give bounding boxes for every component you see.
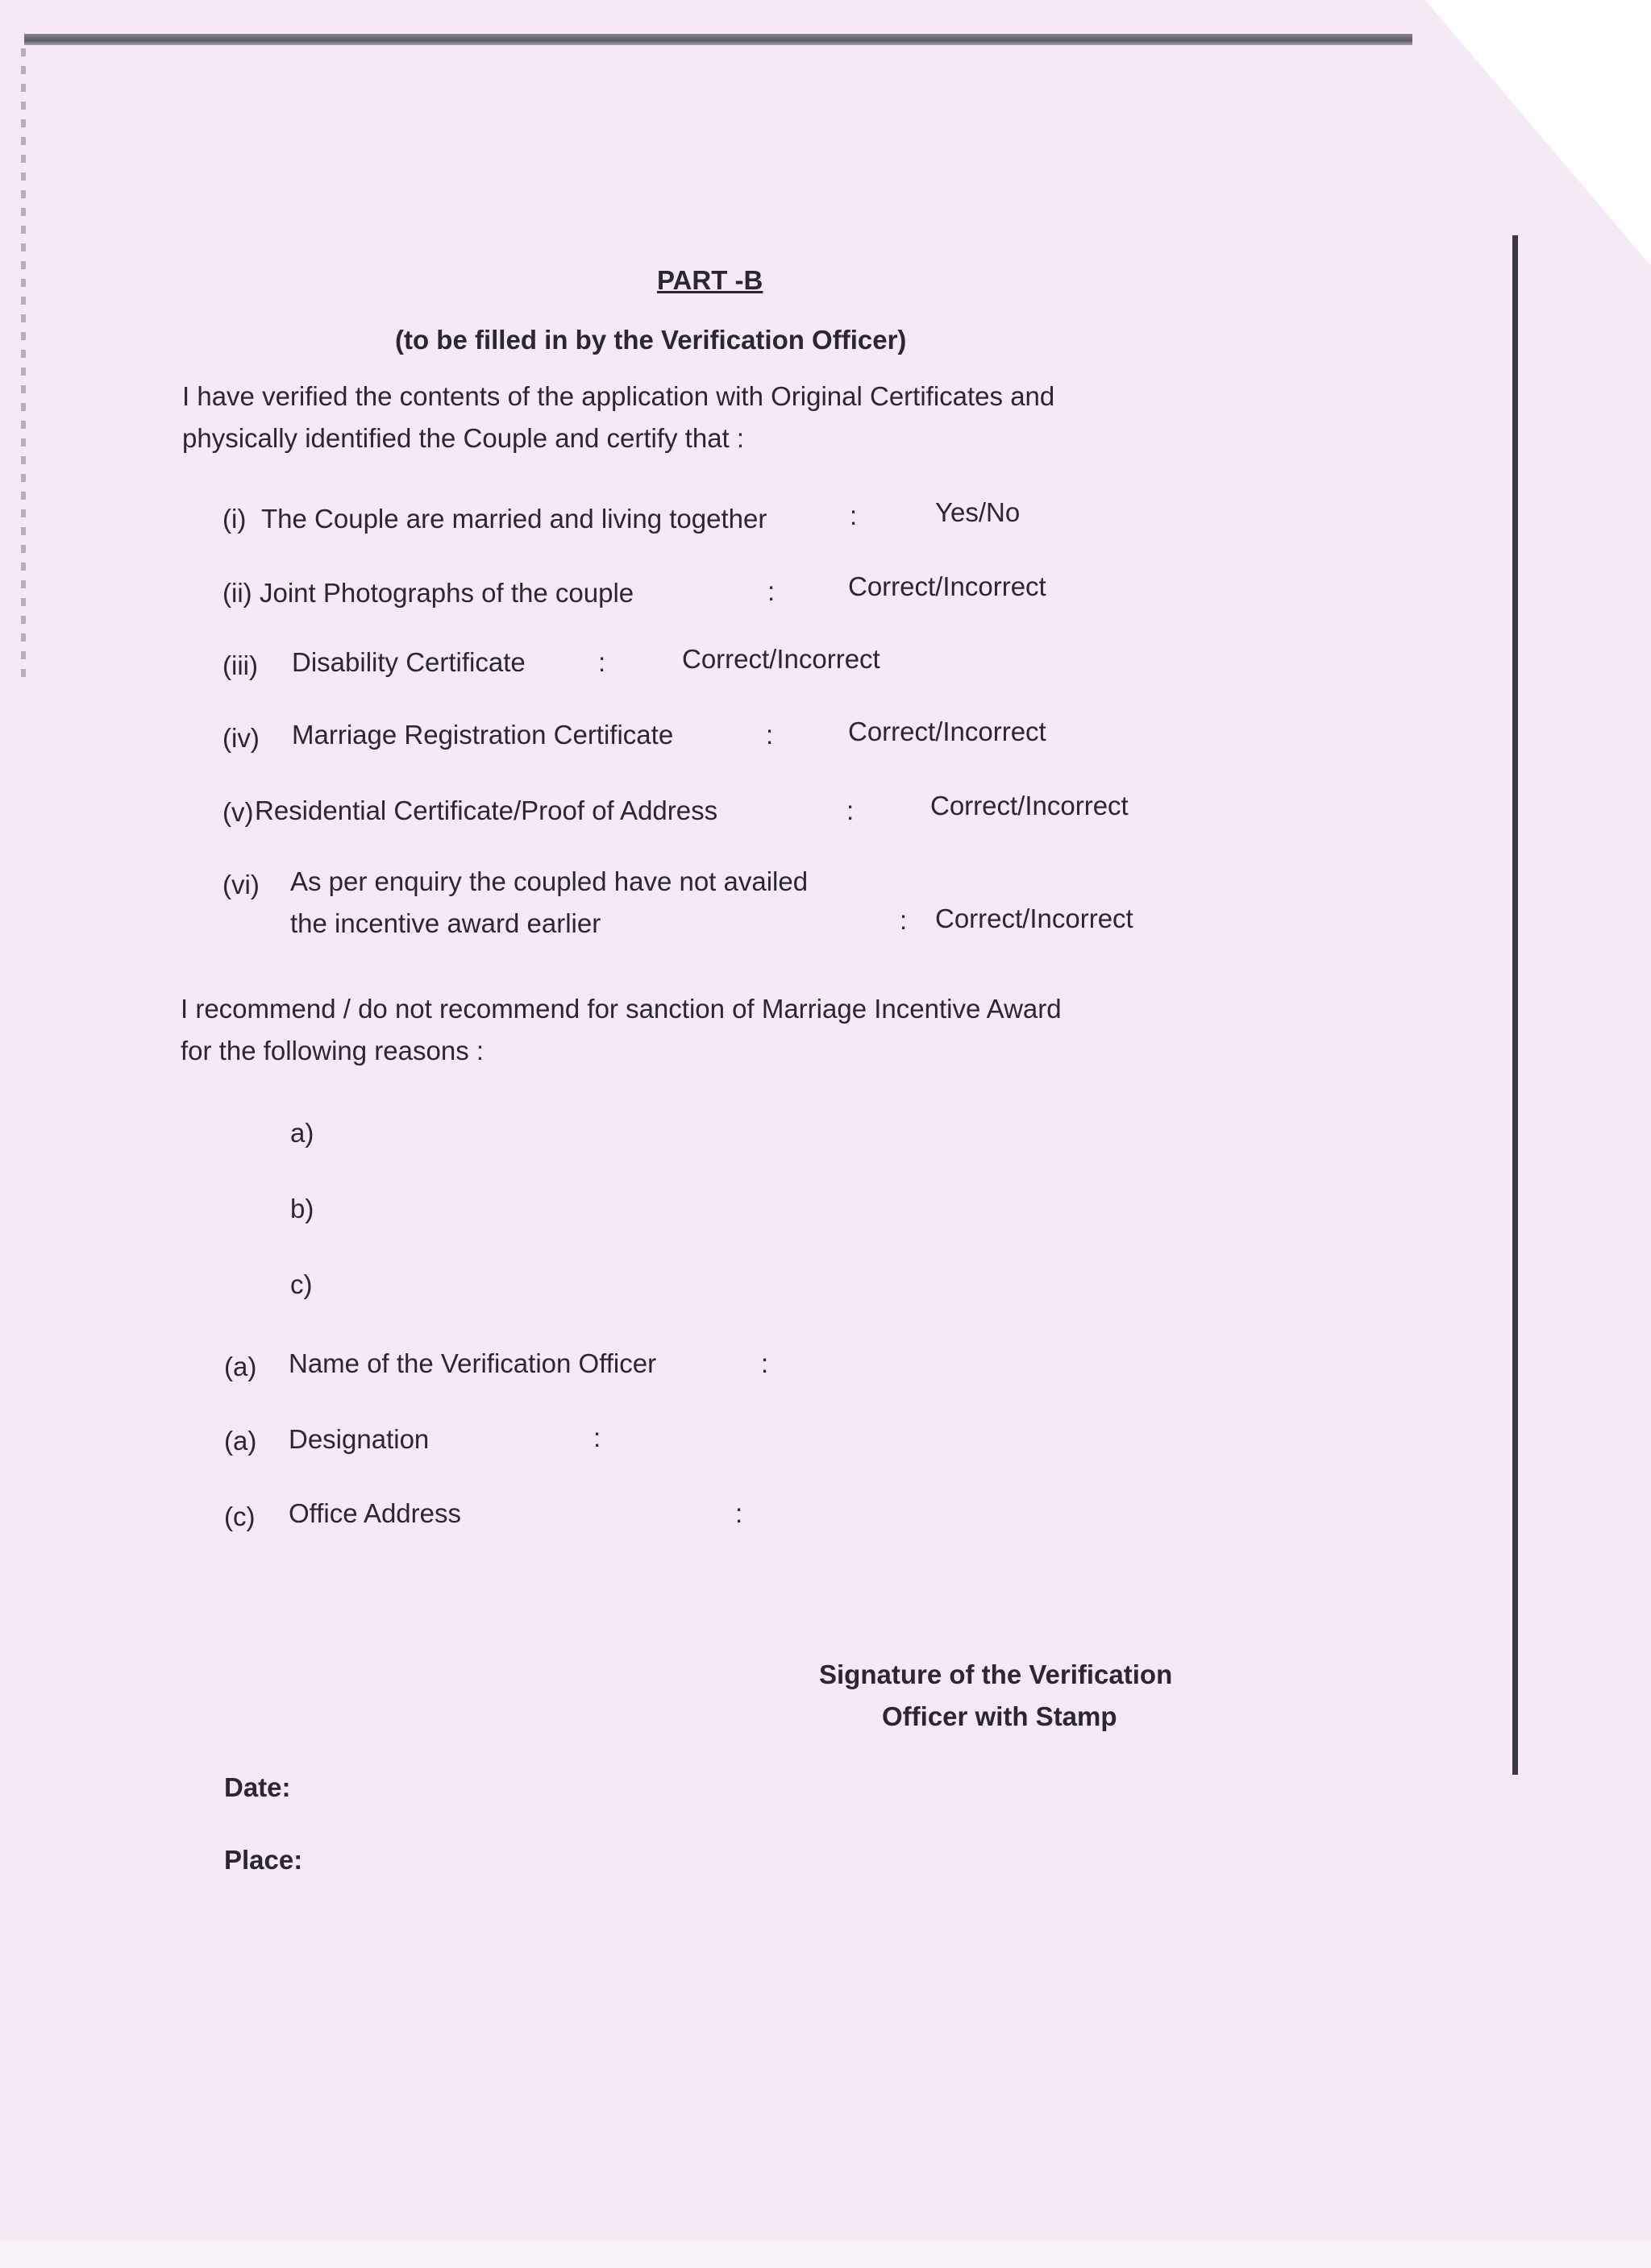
- officer-num: (a): [224, 1426, 257, 1456]
- scan-left-edge: [21, 48, 26, 677]
- check-label: Marriage Registration Certificate: [292, 720, 674, 750]
- check-label: Residential Certificate/Proof of Address: [255, 795, 718, 825]
- check-value: Correct/Incorrect: [682, 644, 880, 674]
- recommend-line-1: I recommend / do not recommend for sanction of Marriage Incentive Award: [181, 994, 1062, 1024]
- intro-line-2: physically identified the Couple and certify that :: [182, 423, 745, 453]
- reason-c: c): [290, 1269, 313, 1299]
- part-title: PART -B: [657, 265, 763, 295]
- check-num: (iii): [222, 650, 258, 680]
- signature-line-1: Signature of the Verification: [819, 1659, 1173, 1689]
- designation-label: Designation: [289, 1424, 430, 1454]
- check-label: The Couple are married and living together: [261, 504, 767, 534]
- check-num: (ii): [222, 578, 252, 608]
- office-address-label: Office Address: [289, 1498, 462, 1528]
- check-value: Correct/Incorrect: [848, 717, 1046, 746]
- check-label: Joint Photographs of the couple: [260, 578, 634, 608]
- officer-sep: :: [735, 1498, 743, 1528]
- recommend-line-2: for the following reasons :: [181, 1036, 484, 1065]
- check-value: Yes/No: [935, 497, 1021, 527]
- folded-corner: [1425, 0, 1651, 266]
- check-num: (v): [222, 797, 254, 827]
- officer-num: (a): [224, 1352, 257, 1381]
- check-sep: :: [850, 501, 858, 530]
- reason-a: a): [290, 1118, 314, 1148]
- officer-name-label: Name of the Verification Officer: [289, 1348, 657, 1378]
- date-label: Date:: [224, 1772, 291, 1802]
- check-sep: :: [598, 647, 606, 677]
- check-sep: :: [767, 576, 776, 606]
- officer-sep: :: [593, 1423, 601, 1452]
- check-sep: :: [846, 795, 855, 825]
- check-num: (i): [222, 504, 247, 534]
- check-sep: :: [766, 720, 774, 750]
- scan-top-border: [24, 34, 1412, 45]
- officer-sep: :: [761, 1348, 769, 1378]
- check-num: (vi): [222, 870, 260, 899]
- reason-b: b): [290, 1194, 314, 1223]
- check-label-line-2: the incentive award earlier: [290, 908, 601, 938]
- check-value: Correct/Incorrect: [935, 903, 1133, 933]
- scan-right-border: [1512, 235, 1518, 1775]
- check-sep: :: [900, 905, 908, 935]
- check-label: Disability Certificate: [292, 647, 526, 677]
- intro-line-1: I have verified the contents of the application with Original Certificates and: [182, 381, 1055, 411]
- signature-line-2: Officer with Stamp: [882, 1701, 1117, 1731]
- place-label: Place:: [224, 1845, 303, 1875]
- part-subtitle: (to be filled in by the Verification Officer): [395, 325, 907, 355]
- check-value: Correct/Incorrect: [930, 791, 1129, 820]
- check-num: (iv): [222, 723, 260, 753]
- check-label-line-1: As per enquiry the coupled have not availed: [290, 866, 809, 896]
- officer-num: (c): [224, 1502, 256, 1531]
- check-value: Correct/Incorrect: [848, 571, 1046, 601]
- scan-bottom-edge: [0, 2241, 1651, 2268]
